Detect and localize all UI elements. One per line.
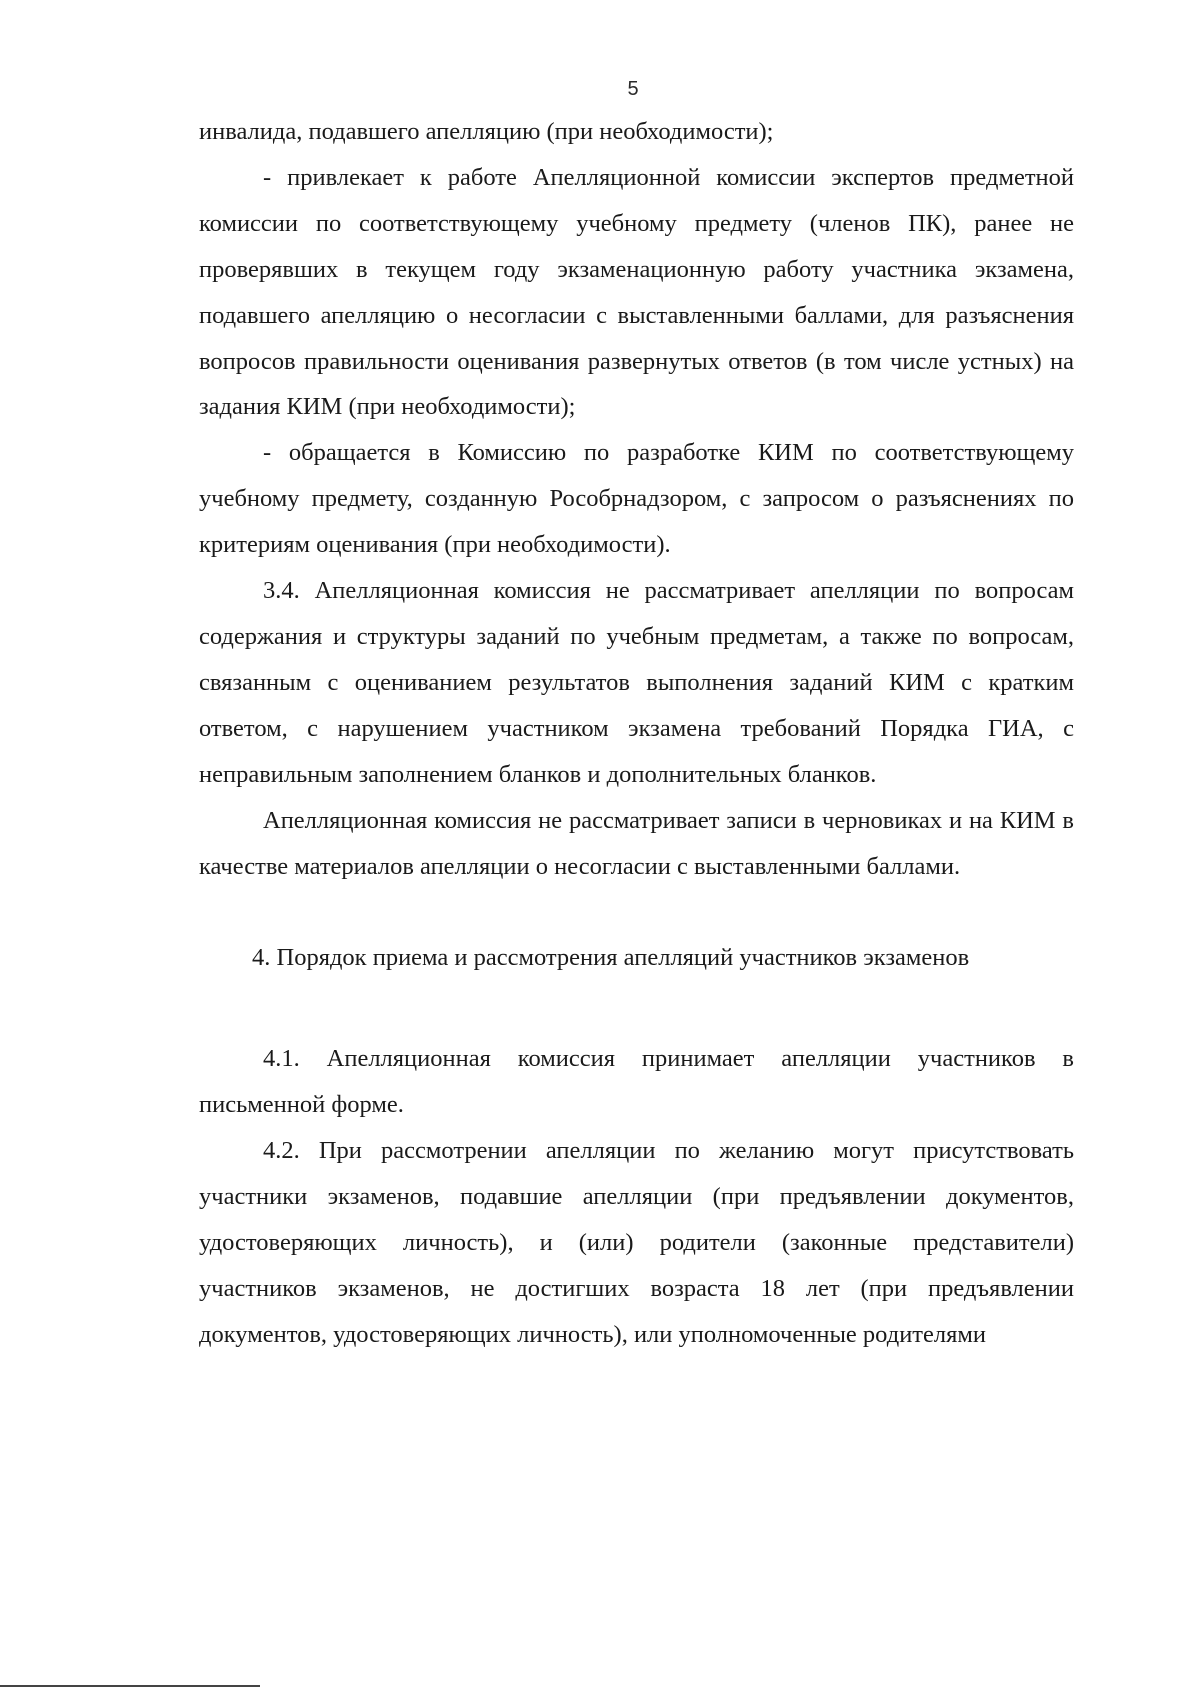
paragraph-continuation: инвалида, подавшего апелляцию (при необходимости); [199, 118, 774, 145]
paragraph-drafts: Апелляционная комиссия не рассматривает записи в черновиках и на КИМ в качестве материалов апелляции о несогласии с выставленными баллами. [199, 806, 1074, 880]
section-heading: 4. Порядок приема и рассмотрения апелляций участников экзаменов [252, 944, 970, 972]
paragraph-4-1: 4.1. Апелляционная комиссия принимает апелляции участников в письменной форме. [199, 1045, 1074, 1119]
page-number: 5 [627, 78, 639, 100]
paragraph-3-4: 3.4. Апелляционная комиссия не рассматривает апелляции по вопросам содержания и структуры заданий по учебным предметам, а также по вопросам, связанным с оцениванием результатов выполнения заданий КИМ с кратким ответом, с нарушением участником экзамена требований Порядка ГИА, с неправильным заполнением бланков и дополнительных бланков. [199, 577, 1074, 788]
paragraph-4-2: 4.2. При рассмотрении апелляции по желанию могут присутствовать участники экзаменов, подавшие апелляции (при предъявлении документов, удостоверяющих личность), и (или) родители (законные представители) участников экзаменов, не достигших возраста 18 лет (при предъявлении документов, удостоверяющих личность), или уполномоченные родителями [199, 1137, 1074, 1348]
paragraph-kim-commission: - обращается в Комиссию по разработке КИМ по соответствующему учебному предмету, созданную Рособрнадзором, с запросом о разъяснениях по критериям оценивания (при необходимости). [199, 439, 1074, 559]
document-body [199, 109, 1074, 1358]
footer-rule [0, 1685, 260, 1687]
paragraph-experts: - привлекает к работе Апелляционной комиссии экспертов предметной комиссии по соответствующему учебному предмету (членов ПК), ранее не проверявших в текущем году экзаменационную работу участника экзамена, подавшего апелляцию о несогласии с выставленными баллами, для разъяснения вопросов правильности оценивания развернутых ответов (в том числе устных) на задания КИМ (при необходимости); [199, 163, 1074, 421]
